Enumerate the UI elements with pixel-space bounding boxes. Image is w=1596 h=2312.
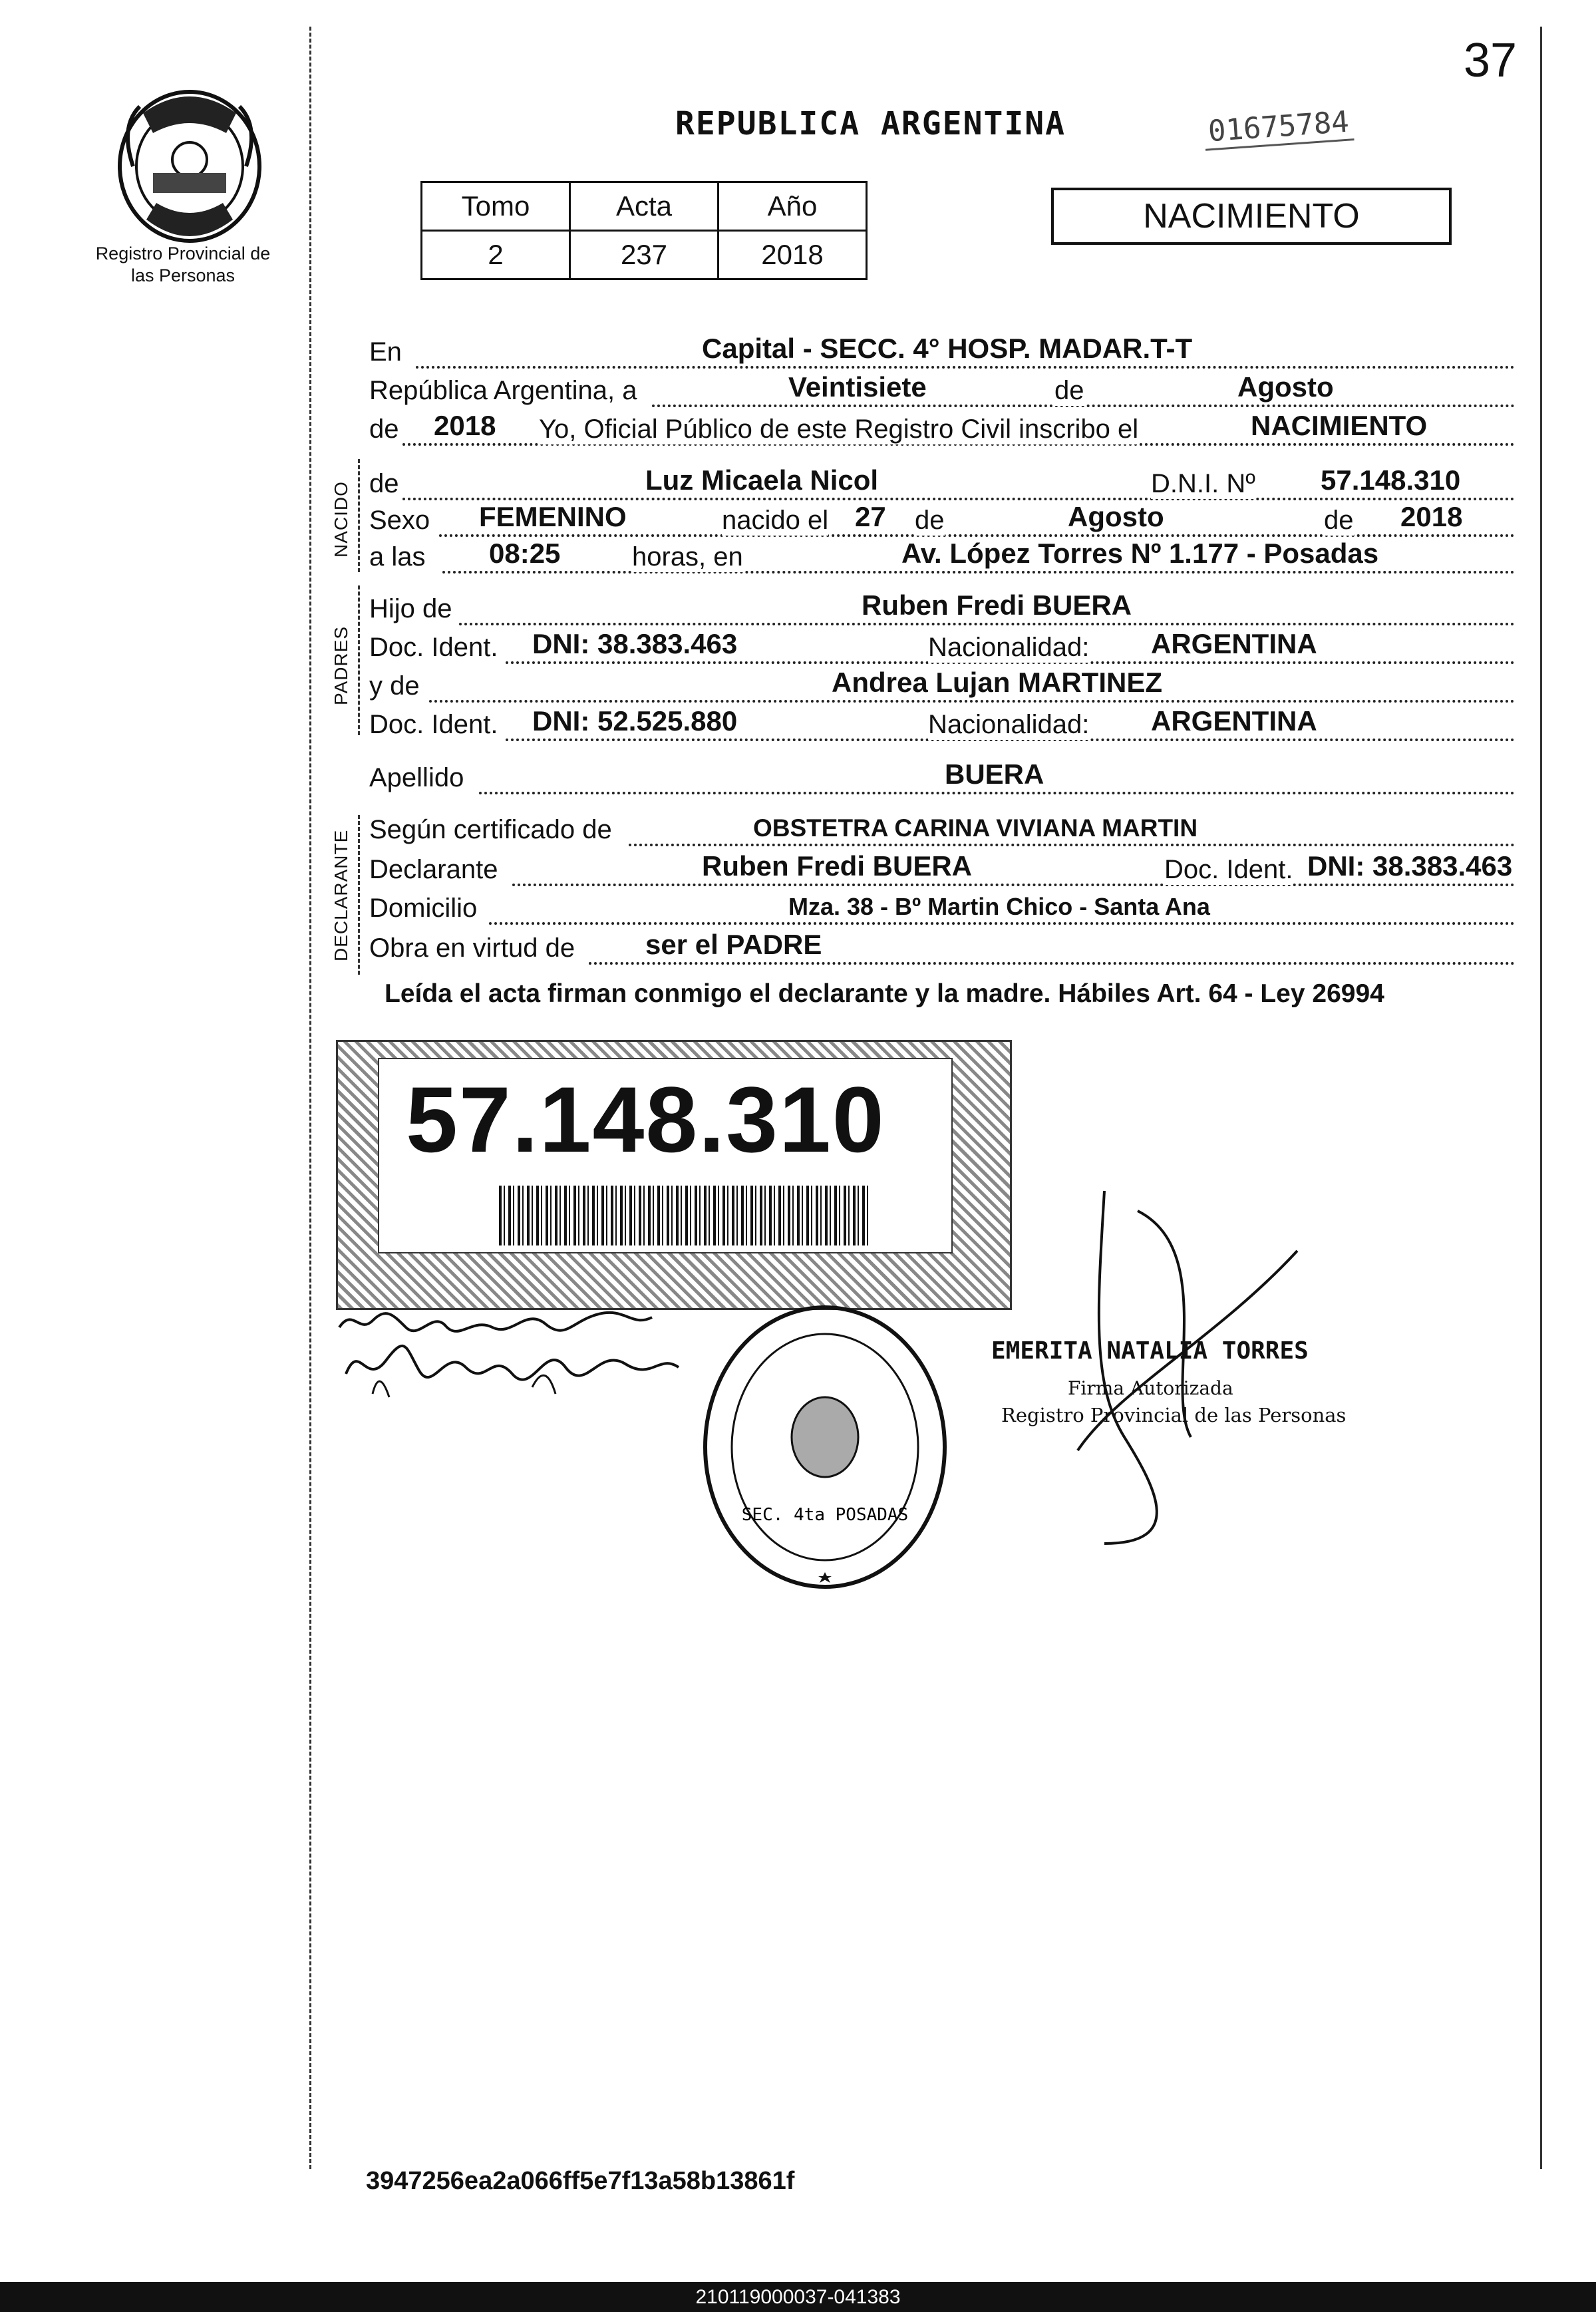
label-sexo: Sexo — [369, 506, 430, 535]
record-table — [420, 181, 868, 280]
left-margin-line — [309, 27, 311, 2169]
official-signature-icon — [1018, 1171, 1351, 1570]
label-father-doc: Doc. Ident. — [369, 633, 498, 662]
line-father-doc — [369, 629, 1515, 667]
value-apellido: BUERA — [945, 758, 1044, 790]
line-apellido — [369, 760, 1515, 797]
value-day-words: Veintisiete — [788, 371, 927, 403]
label-father-nat: Nacionalidad: — [928, 633, 1090, 662]
label-dni: D.N.I. Nº — [1151, 469, 1255, 498]
nacido-bracket — [358, 459, 360, 572]
line-hijo-de — [369, 591, 1515, 628]
table-value-ano: 2018 — [718, 231, 867, 279]
value-father: Ruben Fredi BUERA — [862, 589, 1132, 621]
value-child-name: Luz Micaela Nicol — [645, 464, 879, 496]
line-domicilio — [369, 890, 1515, 927]
value-time: 08:25 — [489, 538, 561, 569]
page-number: 37 — [1464, 34, 1517, 87]
line-sexo — [369, 502, 1515, 540]
value-sexo: FEMENINO — [479, 501, 627, 532]
label-declarante: Declarante — [369, 855, 498, 884]
value-mother-nat: ARGENTINA — [1151, 705, 1317, 737]
value-father-doc: DNI: 38.383.463 — [532, 628, 738, 659]
label-de3: de — [1324, 506, 1354, 535]
handwritten-signatures-icon — [333, 1301, 705, 1414]
value-declarante-name: Ruben Fredi BUERA — [702, 850, 973, 882]
official-role: Firma Autorizada — [1068, 1377, 1233, 1399]
act-type-box: NACIMIENTO — [1051, 188, 1452, 245]
label-en: En — [369, 337, 402, 367]
official-name: EMERITA NATALIA TORRES — [991, 1337, 1309, 1365]
right-margin-line — [1540, 27, 1542, 2169]
registry-caption: Registro Provincial de las Personas — [95, 244, 271, 285]
misiones-crest-icon — [113, 86, 266, 246]
footer-bar — [0, 2282, 1596, 2312]
line-en — [369, 334, 1515, 371]
label-de: de — [1054, 376, 1084, 405]
seal-inner-text: SEC. 4ta POSADAS — [741, 1505, 909, 1525]
line-republica — [369, 373, 1515, 410]
label-oficial: Yo, Oficial Público de este Registro Civil inscribo el — [539, 414, 1139, 444]
label-horas: horas, en — [632, 542, 743, 572]
value-father-nat: ARGENTINA — [1151, 628, 1317, 659]
table-header-tomo: Tomo — [422, 182, 570, 231]
table-header-acta: Acta — [570, 182, 718, 231]
line-hora — [369, 539, 1515, 576]
label-apellido: Apellido — [369, 763, 464, 792]
table-value-tomo: 2 — [422, 231, 570, 279]
line-nacido-name — [369, 466, 1515, 503]
footer-code: 210119000037-041383 — [695, 2286, 901, 2308]
label-de2: de — [915, 506, 945, 535]
label-obra: Obra en virtud de — [369, 933, 575, 963]
section-label-nacido: NACIDO — [331, 481, 351, 558]
padres-bracket — [358, 585, 360, 735]
value-mother-doc: DNI: 52.525.880 — [532, 705, 738, 737]
value-birth-day: 27 — [855, 501, 886, 532]
line-declarante — [369, 852, 1515, 889]
section-label-declarante: DECLARANTE — [331, 829, 351, 961]
dni-stamp — [336, 1040, 1012, 1310]
value-certificate: OBSTETRA CARINA VIVIANA MARTIN — [753, 814, 1198, 842]
dni-stamp-number: 57.148.310 — [406, 1067, 885, 1172]
label-mother-doc: Doc. Ident. — [369, 710, 498, 739]
value-birth-place: Av. López Torres Nº 1.177 - Posadas — [901, 538, 1379, 569]
table-header-ano: Año — [718, 182, 867, 231]
value-declarante-doc: DNI: 38.383.463 — [1307, 850, 1513, 882]
dni-stamp-inner — [378, 1058, 953, 1253]
value-year: 2018 — [434, 410, 496, 441]
line-oficial — [369, 411, 1515, 448]
line-mother-doc — [369, 707, 1515, 744]
value-month: Agosto — [1237, 371, 1334, 403]
label-a-las: a las — [369, 542, 426, 572]
document-hash: 3947256ea2a066ff5e7f13a58b13861f — [366, 2167, 795, 2195]
value-child-dni: 57.148.310 — [1321, 464, 1461, 496]
label-domicilio: Domicilio — [369, 894, 478, 923]
line-y-de — [369, 668, 1515, 705]
value-obra: ser el PADRE — [645, 929, 822, 960]
label-mother-nat: Nacionalidad: — [928, 710, 1090, 739]
value-place: Capital - SECC. 4° HOSP. MADAR.T-T — [702, 333, 1193, 364]
registry-seal-icon — [695, 1301, 955, 1593]
document-title: REPUBLICA ARGENTINA — [675, 105, 1066, 142]
line-obra — [369, 930, 1515, 967]
table-value-acta: 237 — [570, 231, 718, 279]
value-birth-year: 2018 — [1400, 501, 1463, 532]
value-domicilio: Mza. 38 - Bº Martin Chico - Santa Ana — [788, 893, 1210, 920]
label-republica: República Argentina, a — [369, 376, 637, 405]
label-hijo-de: Hijo de — [369, 594, 452, 623]
declarante-bracket — [358, 815, 360, 975]
label-nacido-de: de — [369, 469, 399, 498]
section-label-padres: PADRES — [331, 625, 351, 705]
official-org: Registro Provincial de las Personas — [1001, 1404, 1347, 1426]
label-nacido-el: nacido el — [722, 506, 829, 535]
label-de-year: de — [369, 414, 399, 444]
value-birth-month: Agosto — [1068, 501, 1164, 532]
barcode-icon — [499, 1186, 872, 1245]
line-segun — [369, 812, 1515, 849]
value-mother: Andrea Lujan MARTINEZ — [832, 667, 1163, 698]
label-segun: Según certificado de — [369, 815, 612, 844]
closing-text: Leída el acta firman conmigo el declarante y la madre. Hábiles Art. 64 - Ley 26994 — [385, 979, 1384, 1008]
value-act-word: NACIMIENTO — [1251, 410, 1428, 441]
label-y-de: y de — [369, 671, 420, 701]
serial-number: 01675784 — [1203, 104, 1354, 150]
label-declarante-doc: Doc. Ident. — [1164, 855, 1293, 884]
